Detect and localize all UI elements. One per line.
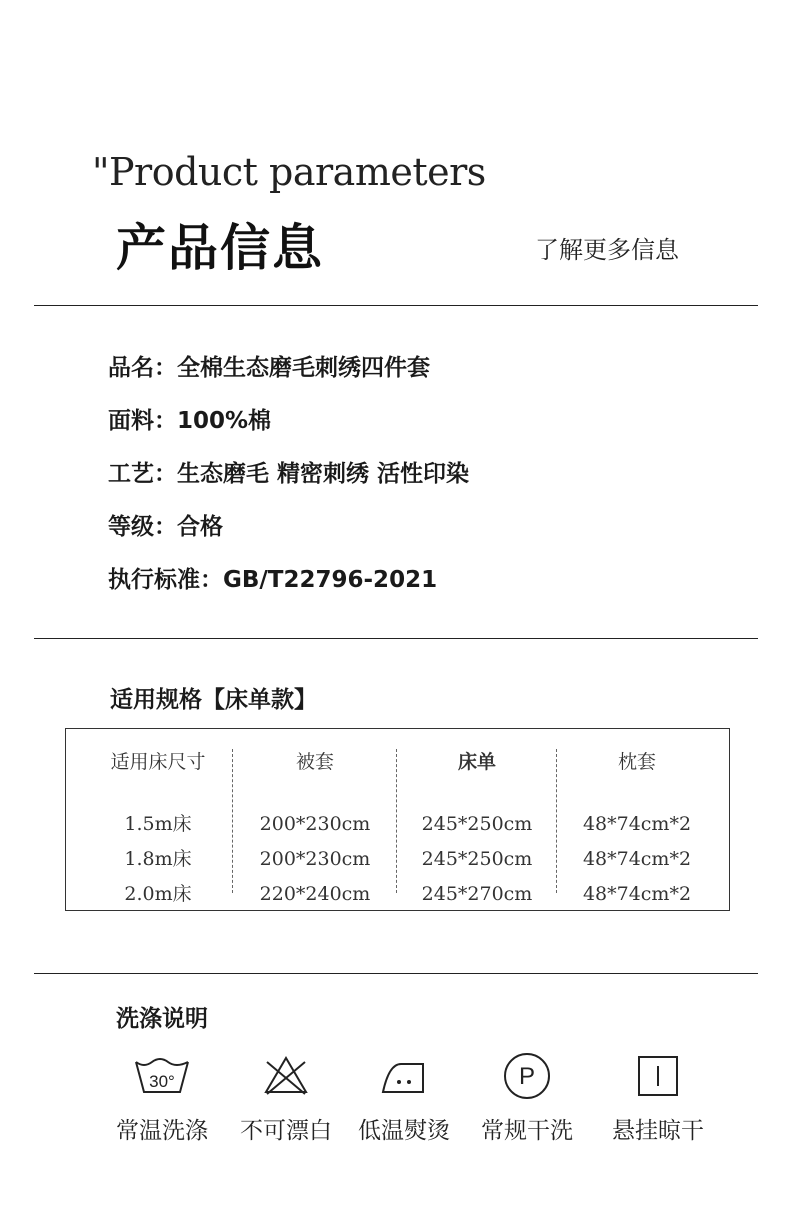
wash-title: 洗涤说明 xyxy=(116,1006,208,1032)
wash-item xyxy=(339,1052,469,1145)
wash-item xyxy=(97,1052,227,1145)
wash-label: 悬挂晾干 xyxy=(612,1118,704,1144)
spec-cell: 245*250cm xyxy=(421,848,533,870)
spec-cell: 200*230cm xyxy=(259,848,371,870)
spec-table xyxy=(65,728,730,911)
wash-item xyxy=(221,1052,351,1145)
spec-cell: 1.8m床 xyxy=(124,848,192,870)
wash-label: 常规干洗 xyxy=(481,1118,573,1144)
spec-cell: 245*270cm xyxy=(421,883,533,905)
page-title: 产品信息 xyxy=(116,219,324,277)
spec-cell: 245*250cm xyxy=(421,813,533,835)
wash-label: 不可漂白 xyxy=(240,1118,332,1144)
english-title: "Product parameters xyxy=(92,150,486,194)
wash-item xyxy=(462,1052,592,1145)
spec-header: 被套 xyxy=(295,751,334,773)
spec-title: 适用规格【床单款】 xyxy=(110,687,317,713)
product-params xyxy=(108,349,469,614)
spec-cell: 200*230cm xyxy=(259,813,371,835)
spec-cell: 48*74cm*2 xyxy=(582,883,692,905)
spec-column-pillowcase xyxy=(556,749,717,905)
spec-cell: 2.0m床 xyxy=(124,883,192,905)
spec-cell: 1.5m床 xyxy=(124,813,192,835)
param-row-standard: 执行标准：GB/T22796-2021 xyxy=(108,567,438,593)
more-info-link[interactable]: 了解更多信息 xyxy=(535,236,679,264)
spec-header: 床单 xyxy=(457,751,496,773)
wash-label: 常温洗涤 xyxy=(116,1118,208,1144)
dry-clean-mark: P xyxy=(518,1063,536,1090)
param-row-grade: 等级：合格 xyxy=(108,514,223,540)
spec-cell: 48*74cm*2 xyxy=(582,813,692,835)
param-row-fabric: 面料：100%棉 xyxy=(108,408,272,434)
spec-header: 枕套 xyxy=(617,751,656,773)
no-bleach-icon xyxy=(221,1052,351,1100)
iron-low-icon xyxy=(339,1052,469,1100)
wash-30-icon xyxy=(97,1052,227,1100)
divider xyxy=(34,305,758,306)
wash-label: 低温熨烫 xyxy=(358,1118,450,1144)
spec-cell: 220*240cm xyxy=(259,883,371,905)
spec-column-bed-size xyxy=(84,749,232,905)
param-row-craft: 工艺：生态磨毛 精密刺绣 活性印染 xyxy=(108,461,470,487)
wash-temp-label: 30° xyxy=(149,1072,175,1091)
spec-column-bed-sheet xyxy=(396,749,557,905)
line-dry-icon xyxy=(593,1052,723,1100)
spec-column-duvet-cover xyxy=(232,749,397,905)
param-row-name: 品名：全棉生态磨毛刺绣四件套 xyxy=(108,355,430,381)
wash-item xyxy=(593,1052,723,1145)
divider xyxy=(34,638,758,639)
spec-header: 适用床尺寸 xyxy=(110,751,206,773)
spec-cell: 48*74cm*2 xyxy=(582,848,692,870)
dry-clean-p-icon xyxy=(462,1052,592,1100)
divider xyxy=(34,973,758,974)
